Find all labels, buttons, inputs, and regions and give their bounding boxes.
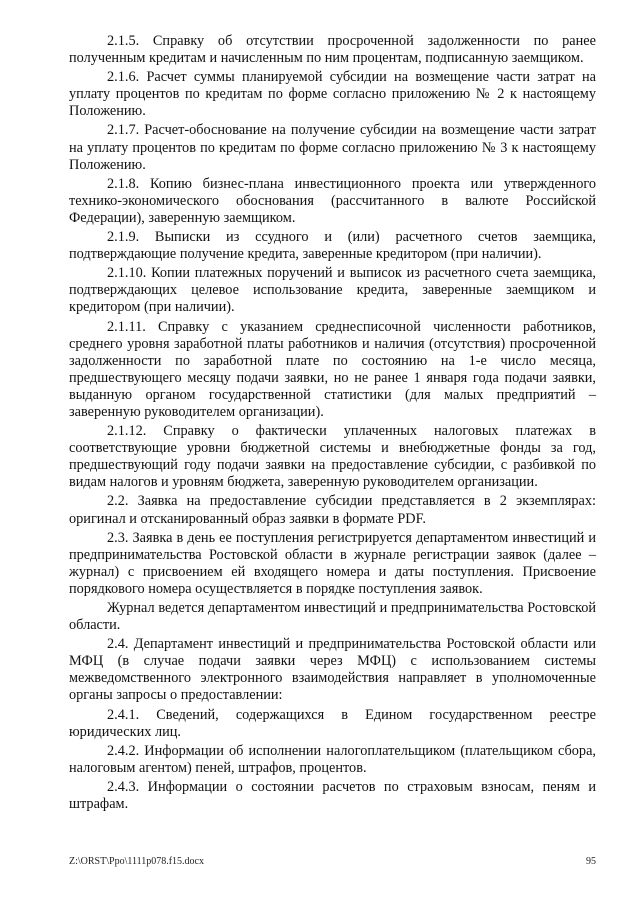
paragraph-2-1-6: 2.1.6. Расчет суммы планируемой субсидии на возмещение части затрат на уплату процентов по кредитам по форме согласно приложению № 2 к настоящему Положению. [69, 69, 596, 120]
paragraph-2-1-8: 2.1.8. Копию бизнес-плана инвестиционного проекта или утвержденного технико-экономического обоснования (рассчитанного в валюте Российской Федерации), заверенную заемщиком. [69, 175, 596, 226]
paragraph-2-4: 2.4. Департамент инвестиций и предпринимательства Ростовской области или МФЦ (в случае подачи заявки через МФЦ) с использованием системы межведомственного электронного взаимодействия направляет в уполномоченные органы запросы о предоставлении: [69, 636, 596, 704]
paragraph-2-4-1: 2.4.1. Сведений, содержащихся в Едином государственном реестре юридических лиц. [69, 706, 596, 740]
paragraph-2-1-5: 2.1.5. Справку об отсутствии просроченной задолженности по ранее полученным кредитам и начисленным по ним процентам, подписанную заемщиком. [69, 33, 596, 67]
footer-file-path: Z:\ORST\Ppo\1111p078.f15.docx [69, 856, 204, 867]
paragraph-2-1-7: 2.1.7. Расчет-обоснование на получение субсидии на возмещение части затрат на уплату процентов по кредитам по форме согласно приложению № 3 к настоящему Положению. [69, 122, 596, 173]
paragraph-2-1-12: 2.1.12. Справку о фактически уплаченных налоговых платежах в соответствующие уровни бюджетной системы и внебюджетные фонды за год, предшествующий году подачи заявки на предоставление субсидии, с разбивкой по видам налогов и уровням бюджета, заверенную руководителем организации. [69, 423, 596, 491]
paragraph-2-2: 2.2. Заявка на предоставление субсидии представляется в 2 экземплярах: оригинал и отсканированный образ заявки в формате PDF. [69, 493, 596, 527]
footer-page-number: 95 [586, 856, 596, 867]
paragraph-2-1-11: 2.1.11. Справку с указанием среднесписочной численности работников, среднего уровня заработной платы работников и наличия (отсутствия) просроченной задолженности по заработной плате по состоянию на 1-е число месяца, предшествующего месяцу подачи заявки, но не ранее 1 января года подачи заявки, выданную органом государственной статистики (для малых предприятий – заверенную руководителем организации). [69, 318, 596, 420]
paragraph-journal: Журнал ведется департаментом инвестиций и предпринимательства Ростовской области. [69, 600, 596, 634]
paragraph-2-4-2: 2.4.2. Информации об исполнении налогоплательщиком (плательщиком сбора, налоговым агентом) пеней, штрафов, процентов. [69, 742, 596, 776]
document-body [69, 33, 596, 815]
paragraph-2-1-10: 2.1.10. Копии платежных поручений и выписок из расчетного счета заемщика, подтверждающих целевое использование кредита, заверенные заемщиком и кредитором (при наличии). [69, 265, 596, 316]
paragraph-2-1-9: 2.1.9. Выписки из ссудного и (или) расчетного счетов заемщика, подтверждающие получение кредита, заверенные кредитором (при наличии). [69, 229, 596, 263]
paragraph-2-4-3: 2.4.3. Информации о состоянии расчетов по страховым взносам, пеням и штрафам. [69, 778, 596, 813]
paragraph-2-3: 2.3. Заявка в день ее поступления регистрируется департаментом инвестиций и предпринимательства Ростовской области в журнале регистрации заявок (далее – журнал) с присвоением ей входящего номера и даты поступления. Присвоение порядкового номера осуществляется в порядке поступления заявок. [69, 529, 596, 597]
